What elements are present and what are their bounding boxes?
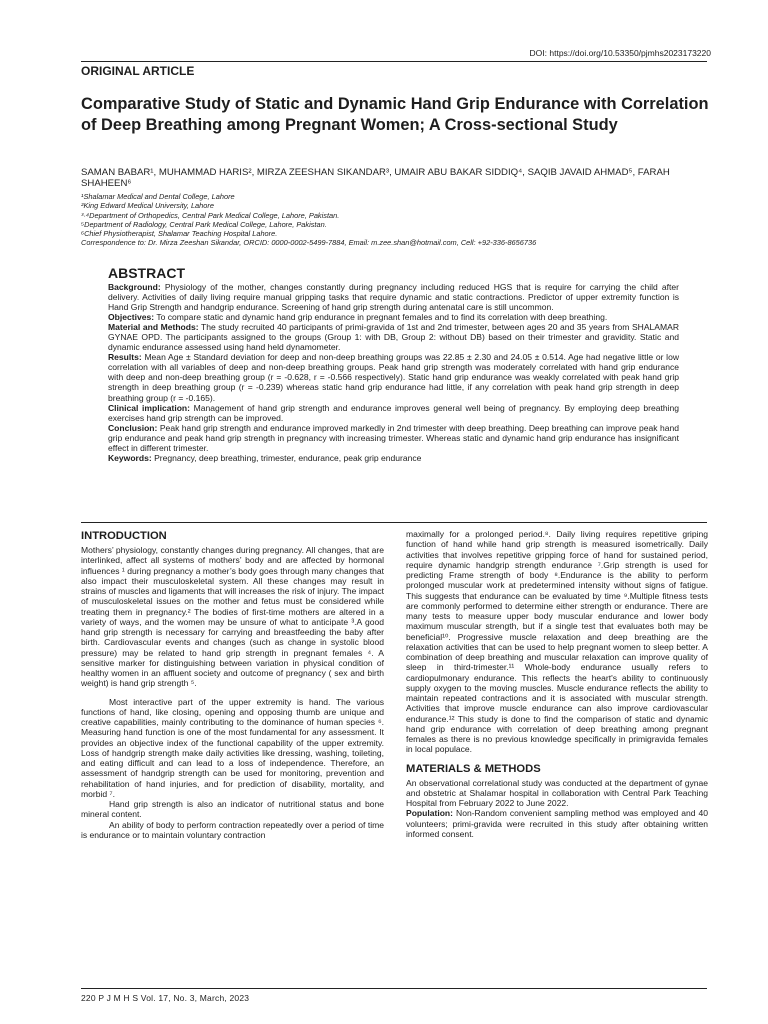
affiliation-3-4: ³·⁴Department of Orthopedics, Central Park Medical College, Lahore, Pakistan. bbox=[81, 210, 340, 220]
article-title: Comparative Study of Static and Dynamic Hand Grip Endurance with Correlation of Deep Breathing among Pregnant Women; A Cross-sectional Study bbox=[81, 95, 709, 134]
page-footer: 220 P J M H S Vol. 17, No. 3, March, 2023 bbox=[81, 993, 250, 1003]
implication-text: Management of hand grip strength and endurance improves general well being of pregnancy. By employing deep breathing exercises hand grip strength can be improved. bbox=[108, 402, 680, 423]
correspondence: Correspondence to: Dr. Mirza Zeeshan Sikandar, ORCID: 0000-0002-5499-7884, Email: m.zee.shan@hotmail.com, Cell: +92-336-8656736 bbox=[81, 238, 537, 248]
affiliation-1: ¹Shalamar Medical and Dental College, Lahore bbox=[81, 192, 235, 201]
background-label: Background: bbox=[108, 282, 161, 292]
abstract-implication bbox=[108, 403, 679, 423]
right-column bbox=[406, 529, 708, 839]
section-label: ORIGINAL ARTICLE bbox=[81, 64, 195, 78]
population-label: Population: bbox=[406, 808, 453, 819]
abstract-heading: ABSTRACT bbox=[108, 265, 185, 281]
introduction-heading: INTRODUCTION bbox=[81, 530, 167, 542]
methods-paragraph-1: An observational correlational study was conducted at the department of gynae and obstetric at Shalamar hospital in collaboration with Central Park Teaching Hospital from February 2022 to June 2022. bbox=[406, 777, 708, 808]
abstract-background bbox=[108, 282, 679, 312]
abstract-rule bbox=[81, 522, 707, 523]
population-text: Non-Random convenient sampling method was employed and 40 volunteers; primi-gravida were recruited in this study after obtaining written informed consent. bbox=[406, 808, 709, 839]
objectives-text: To compare static and dynamic hand grip endurance in pregnant females and to find its correlation with deep breathing. bbox=[156, 312, 608, 323]
intro-paragraph-1: Mothers’ physiology, constantly changes during pregnancy. All changes, that are interlinked, affect all systems of mothers’ body and are affected by hormonal influences ¹ during pregnancy a mother’s body goes through many changes that also impact their musculoskeletal system. All these changes may result in strains of muscles and ligaments that will increases the risk of injury. The impact of musculoskeletal issues on the mother and fetus must be considered while treating them in pregnancy.² The bodies of first-time mothers are altered in a variety of ways, and the women may be unsure of what to anticipate ³.A good hand grip strength is necessary for carrying and breastfeeding the baby after birth. Cardiovascular events and changes (such as change in systolic blood pressure) may be related to hand grip strength in pregnant females ⁴. A sensitive marker for distinguishing between variation in physical condition of healthy women in an affluent society and outcome of pregnancy ( sex and birth weight) is hand grip strength ⁵. bbox=[81, 545, 384, 689]
intro-paragraph-4: An ability of body to perform contraction repeatedly over a period of time is endurance or to maintain voluntary contraction bbox=[81, 819, 384, 840]
keywords-label: Keywords: bbox=[108, 452, 152, 463]
objectives-label: Objectives: bbox=[108, 312, 155, 323]
results-text: Mean Age ± Standard deviation for deep and non-deep breathing groups was 22.85 ± 2.30 and 24.05 ± 0.514. Age had negative little or low correlation with all variables of deep and non-deep breathing groups. Peak hand grip strength was moderately correlated with hand grip endurance with deep and non-deep breathing group (r = -0.628, r = -0.566 respectively). Static hand grip endurance was weakly correlated with peak hand grip strength in deep breathing group (r = -0.239) whereas static hand grip endurance had little, if any correlation with peak hand grip strength in deep breathing group (r = -0.165). bbox=[108, 352, 679, 403]
intro-paragraph-2: Most interactive part of the upper extremity is hand. The various functions of hand, like closing, opening and opposing thumb are unique and creative capabilities, mainly contributing to the dominance of human species ⁶. Measuring hand function is one of the most fundamental for any assessment. It provides an objective index of the functional capability of the upper extremity. Loss of handgrip strength make daily activities like dressing, washing, toileting, and eating difficult and can lead to a loss of independence. Therefore, an assessment of handgrip strength can be used for monitoring, prevention and rehabilitation of hand injuries, and for prediction of disability, mortality, and morbid ⁷. bbox=[81, 696, 384, 799]
implication-label: Clinical implication: bbox=[108, 402, 191, 413]
abstract-results bbox=[108, 352, 679, 402]
affiliation-5: ⁵Department of Radiology, Central Park Medical College, Lahore, Pakistan. bbox=[81, 219, 327, 229]
methods-text: The study recruited 40 participants of primi-gravida of 1st and 2nd trimester, between ages 20 and 35 years from SHALAMAR GYNAE OPD. The participants assigned to the groups (Group 1: with DB, Group 2: without DB) based on their trimester and gravidity. Static and dynamic endurance assessed using hand held dynamometer. bbox=[108, 322, 679, 353]
abstract-objectives bbox=[108, 312, 679, 322]
methods-label: Material and Methods: bbox=[108, 322, 199, 333]
keywords-text: Pregnancy, deep breathing, trimester, endurance, peak grip endurance bbox=[154, 452, 422, 463]
author-list: SAMAN BABAR¹, MUHAMMAD HARIS², MIRZA ZEESHAN SIKANDAR³, UMAIR ABU BAKAR SIDDIQ⁴, SAQIB JAVAID AHMAD⁵, FARAH SHAHEEN⁶ bbox=[81, 167, 670, 189]
abstract-conclusion bbox=[108, 423, 679, 453]
conclusion-label: Conclusion: bbox=[108, 422, 158, 433]
paragraph-gap bbox=[81, 689, 384, 697]
doi-link[interactable]: DOI: https://doi.org/10.53350/pjmhs2023173220 bbox=[529, 48, 711, 58]
abstract-methods bbox=[108, 322, 679, 352]
results-label: Results: bbox=[108, 352, 142, 363]
affiliation-6: ⁶Chief Physiotherapist, Shalamar Teaching Hospital Lahore. bbox=[81, 229, 278, 239]
intro-paragraph-5: maximally for a prolonged period.⁸. Daily living requires repetitive griping function of hand while hand grip strength is measured isometrically. Daily activities that involves repetitive gripping force of hand for sustained period, require dynamic handgrip strength endurance ⁷.Grip strength is used for predicting Frame strength of body ⁸.Endurance is the ability to perform prolonged muscular work at predetermined intensity without signs of fatigue. This suggests that endurance can be evaluated by time ⁹.Multiple fitness tests are commonly performed to determine either strength or endurance. There are many tests to measure upper body muscular endurance and lower body maximum muscular strength, but if a single test that evaluates both may be beneficial¹⁰. Progressive muscle relaxation and deep breathing are the relaxation activities that can be used to help pregnant women to sleep better. A combination of deep breathing and muscular relaxation can improve quality of sleep in third-trimester.¹¹ Whole-body endurance usually refers to cardiopulmonary endurance. This reflects the heart's ability to continuously supply oxygen to the moving muscles. Muscle endurance reflects the ability to maintain repeated contractions and it is associated with muscular strength. Activities that improve muscle endurance can also improve cardiovascular endurance.¹² This study is done to find the comparison of static and dynamic hand grip endurance with correlation of deep breathing among pregnant females as there is no previous knowledge specifically in primigravida females in local populace. bbox=[406, 529, 708, 755]
affiliations bbox=[81, 192, 709, 248]
methods-population bbox=[406, 808, 708, 839]
affiliation-2: ²King Edward Medical University, Lahore bbox=[81, 201, 214, 211]
methods-heading: MATERIALS & METHODS bbox=[406, 762, 541, 775]
abstract-body bbox=[108, 282, 679, 463]
left-column bbox=[81, 530, 384, 840]
background-text: Physiology of the mother, changes constantly during pregnancy including reduced HGS that is require for carrying the child after delivery. Activities of daily living require manual gripping tasks that require dynamic and static contractions. Predictor of upper extremity function is Hand Grip Strength and handgrip endurance. Screening of hand grip strength during antenatal care is still uncommon. bbox=[108, 282, 680, 313]
intro-paragraph-3: Hand grip strength is also an indicator of nutritional status and bone mineral content. bbox=[81, 799, 384, 820]
footer-rule bbox=[81, 988, 707, 989]
header-rule bbox=[81, 61, 707, 62]
conclusion-text: Peak hand grip strength and endurance improved markedly in 2nd trimester with deep breathing. Deep breathing can improve peak hand grip endurance and peak hand grip strength in pregnancy with increasing trimester. Whereas static and dynamic hand grip endurance has insignificant effect in different trimester. bbox=[108, 422, 679, 453]
abstract-keywords bbox=[108, 453, 679, 463]
